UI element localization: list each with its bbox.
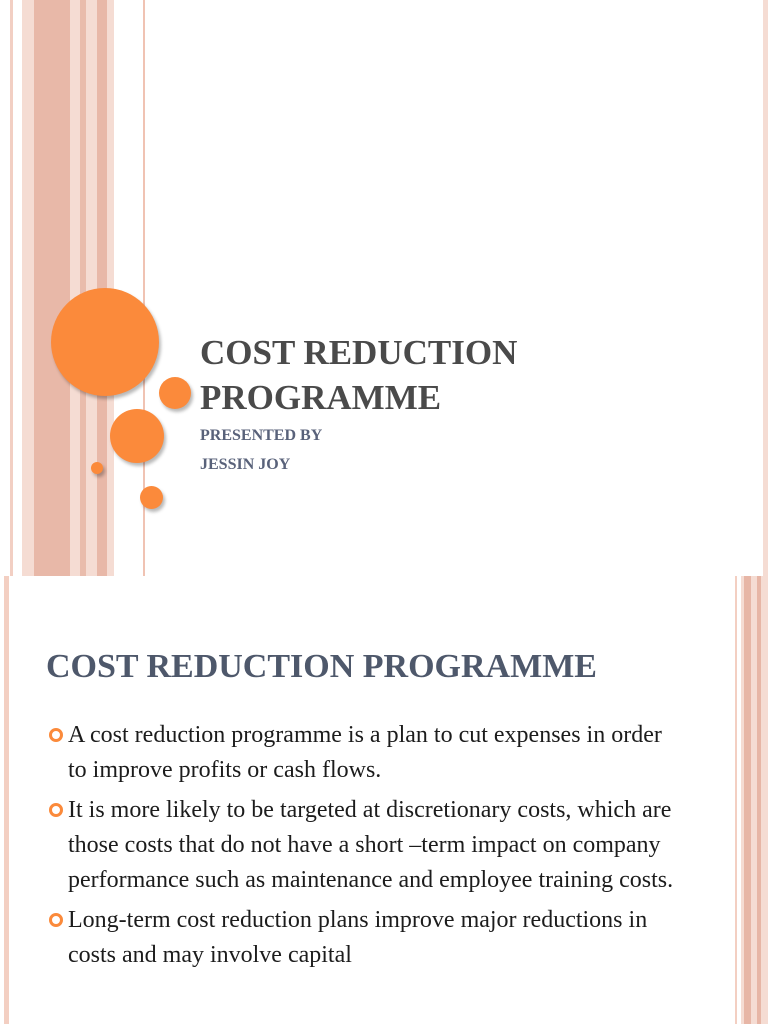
decorative-stripe — [34, 0, 70, 576]
content-slide — [0, 576, 768, 1024]
decorative-stripe — [735, 576, 737, 1024]
bullet-item — [46, 903, 686, 973]
bullet-circle-icon — [49, 728, 63, 742]
presenter-name: JESSIN JOY — [200, 456, 291, 473]
circle-decoration — [91, 462, 103, 474]
bullet-circle-icon — [49, 913, 63, 927]
bullet-item — [46, 793, 686, 898]
circle-decoration — [110, 409, 164, 463]
presenter-label: PRESENTED BY — [200, 427, 323, 444]
bullet-circle-icon — [49, 803, 63, 817]
large-circle-decoration — [51, 288, 159, 396]
decorative-stripe — [757, 576, 761, 1024]
decorative-stripe — [763, 0, 768, 576]
slide-title: COST REDUCTION PROGRAMME — [46, 648, 597, 685]
decorative-stripe — [80, 0, 86, 576]
slide-title: COST REDUCTION PROGRAMME — [200, 333, 518, 417]
circle-decoration — [159, 377, 191, 409]
decorative-stripe — [744, 576, 751, 1024]
bullet-item — [46, 718, 686, 788]
bullet-text: A cost reduction programme is a plan to cut expenses in order to improve profits or cash flows. — [68, 722, 662, 783]
decorative-stripe — [10, 0, 13, 576]
decorative-stripe — [4, 576, 9, 1024]
bullet-text: Long-term cost reduction plans improve major reductions in costs and may involve capital — [68, 907, 648, 968]
bullet-text: It is more likely to be targeted at discretionary costs, which are those costs that do not have a short –term impact on company performance such as maintenance and employee training costs. — [68, 797, 674, 893]
circle-decoration — [140, 486, 163, 509]
bullet-list — [46, 718, 686, 978]
